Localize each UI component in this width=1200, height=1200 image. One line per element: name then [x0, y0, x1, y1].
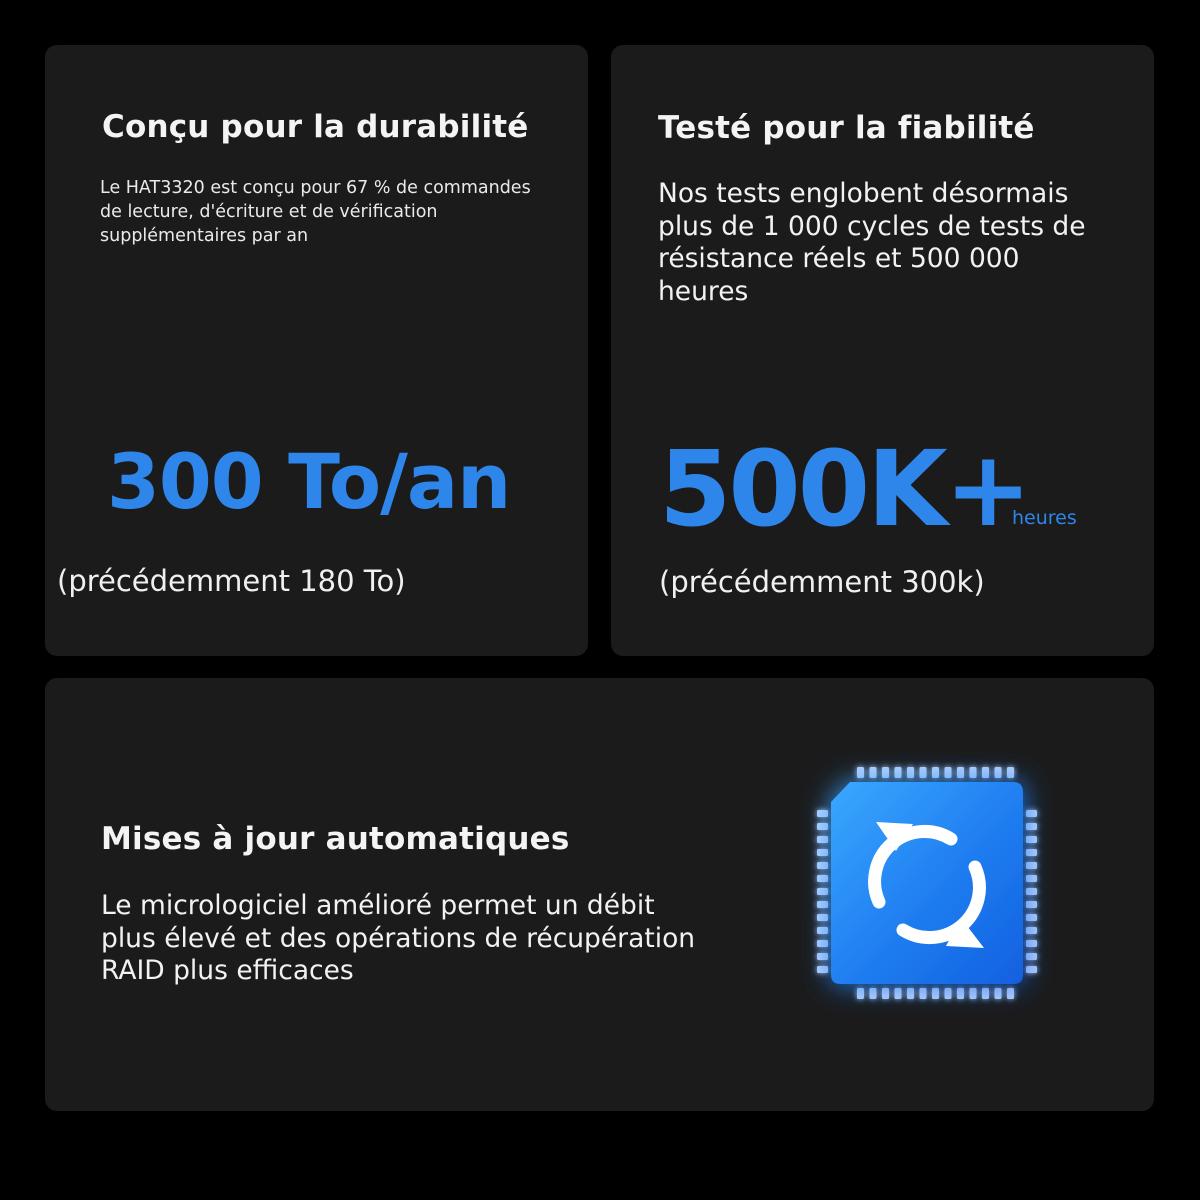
durability-description	[100, 176, 531, 248]
reliability-description-line: heures	[658, 275, 749, 307]
chip-pin	[1007, 988, 1014, 999]
durability-description-line: Le HAT3320 est conçu pour 67 % de commandes	[100, 178, 531, 198]
chip-pin	[817, 849, 828, 856]
chip-pin	[1026, 953, 1037, 960]
chip-pin	[957, 767, 964, 778]
chip-pin	[1026, 888, 1037, 895]
chip-pin	[945, 988, 952, 999]
durability-card	[45, 45, 588, 656]
chip-pin	[817, 810, 828, 817]
updates-card	[45, 678, 1154, 1111]
chip-pin	[995, 767, 1002, 778]
durability-previous: (précédemment 180 To)	[57, 564, 406, 598]
chip-pin	[1026, 901, 1037, 908]
chip-pin	[995, 988, 1002, 999]
chip-pin	[970, 767, 977, 778]
chip-pin	[982, 767, 989, 778]
updates-title: Mises à jour automatiques	[101, 821, 570, 857]
chip-pin	[817, 836, 828, 843]
chip-pin	[1026, 836, 1037, 843]
updates-description	[101, 890, 695, 988]
reliability-title: Testé pour la fiabilité	[658, 110, 1035, 146]
chip-pin	[857, 988, 864, 999]
chip-pin	[817, 927, 828, 934]
chip-pin	[945, 767, 952, 778]
chip-pin	[817, 875, 828, 882]
durability-description-line: supplémentaires par an	[100, 226, 309, 246]
chip-pin	[817, 823, 828, 830]
reliability-previous: (précédemment 300k)	[659, 565, 985, 599]
chip-pin	[857, 767, 864, 778]
chip-pin	[1026, 966, 1037, 973]
chip-refresh-icon	[775, 750, 1085, 1050]
reliability-stat: 500K+	[659, 428, 1029, 550]
chip-pin	[1026, 862, 1037, 869]
chip-pin	[895, 767, 902, 778]
updates-description-line: plus élevé et des opérations de récupération	[101, 922, 696, 954]
chip-pin	[920, 767, 927, 778]
reliability-description-line: résistance réels et 500 000	[658, 243, 1020, 274]
chip-pin	[817, 901, 828, 908]
updates-description-line: Le micrologiciel amélioré permet un débit	[101, 890, 655, 921]
reliability-description-line: plus de 1 000 cycles de tests de	[658, 210, 1086, 242]
chip-pin	[1026, 849, 1037, 856]
chip-pin	[895, 988, 902, 999]
chip-pin	[1026, 823, 1037, 830]
durability-description-line: de lecture, d'écriture et de vérification	[100, 202, 438, 222]
reliability-description	[658, 178, 1086, 308]
chip-pin	[932, 988, 939, 999]
chip-pin	[882, 767, 889, 778]
chip-pin	[932, 767, 939, 778]
durability-stat: 300 To/an	[107, 437, 511, 526]
chip-pin	[817, 966, 828, 973]
chip-pin	[1026, 875, 1037, 882]
chip-pin	[1026, 940, 1037, 947]
chip-pin	[1026, 810, 1037, 817]
chip-pin	[882, 988, 889, 999]
chip-pin	[817, 953, 828, 960]
reliability-unit: heures	[1012, 507, 1077, 529]
durability-title: Conçu pour la durabilité	[102, 109, 529, 145]
chip-pin	[817, 888, 828, 895]
chip-pin	[1007, 767, 1014, 778]
reliability-card	[611, 45, 1154, 656]
chip-pin	[817, 940, 828, 947]
chip-pin	[817, 862, 828, 869]
chip-body	[831, 782, 1023, 984]
chip-pin	[817, 914, 828, 921]
chip-pin	[920, 988, 927, 999]
chip-pin	[870, 767, 877, 778]
chip-pin	[1026, 927, 1037, 934]
updates-description-line: RAID plus efficaces	[101, 955, 354, 986]
chip-pin	[982, 988, 989, 999]
reliability-description-line: Nos tests englobent désormais	[658, 178, 1069, 209]
chip-pin	[957, 988, 964, 999]
chip-pin	[907, 988, 914, 999]
chip-pin	[1026, 914, 1037, 921]
chip-pin	[970, 988, 977, 999]
chip-pin	[870, 988, 877, 999]
chip-pin	[907, 767, 914, 778]
